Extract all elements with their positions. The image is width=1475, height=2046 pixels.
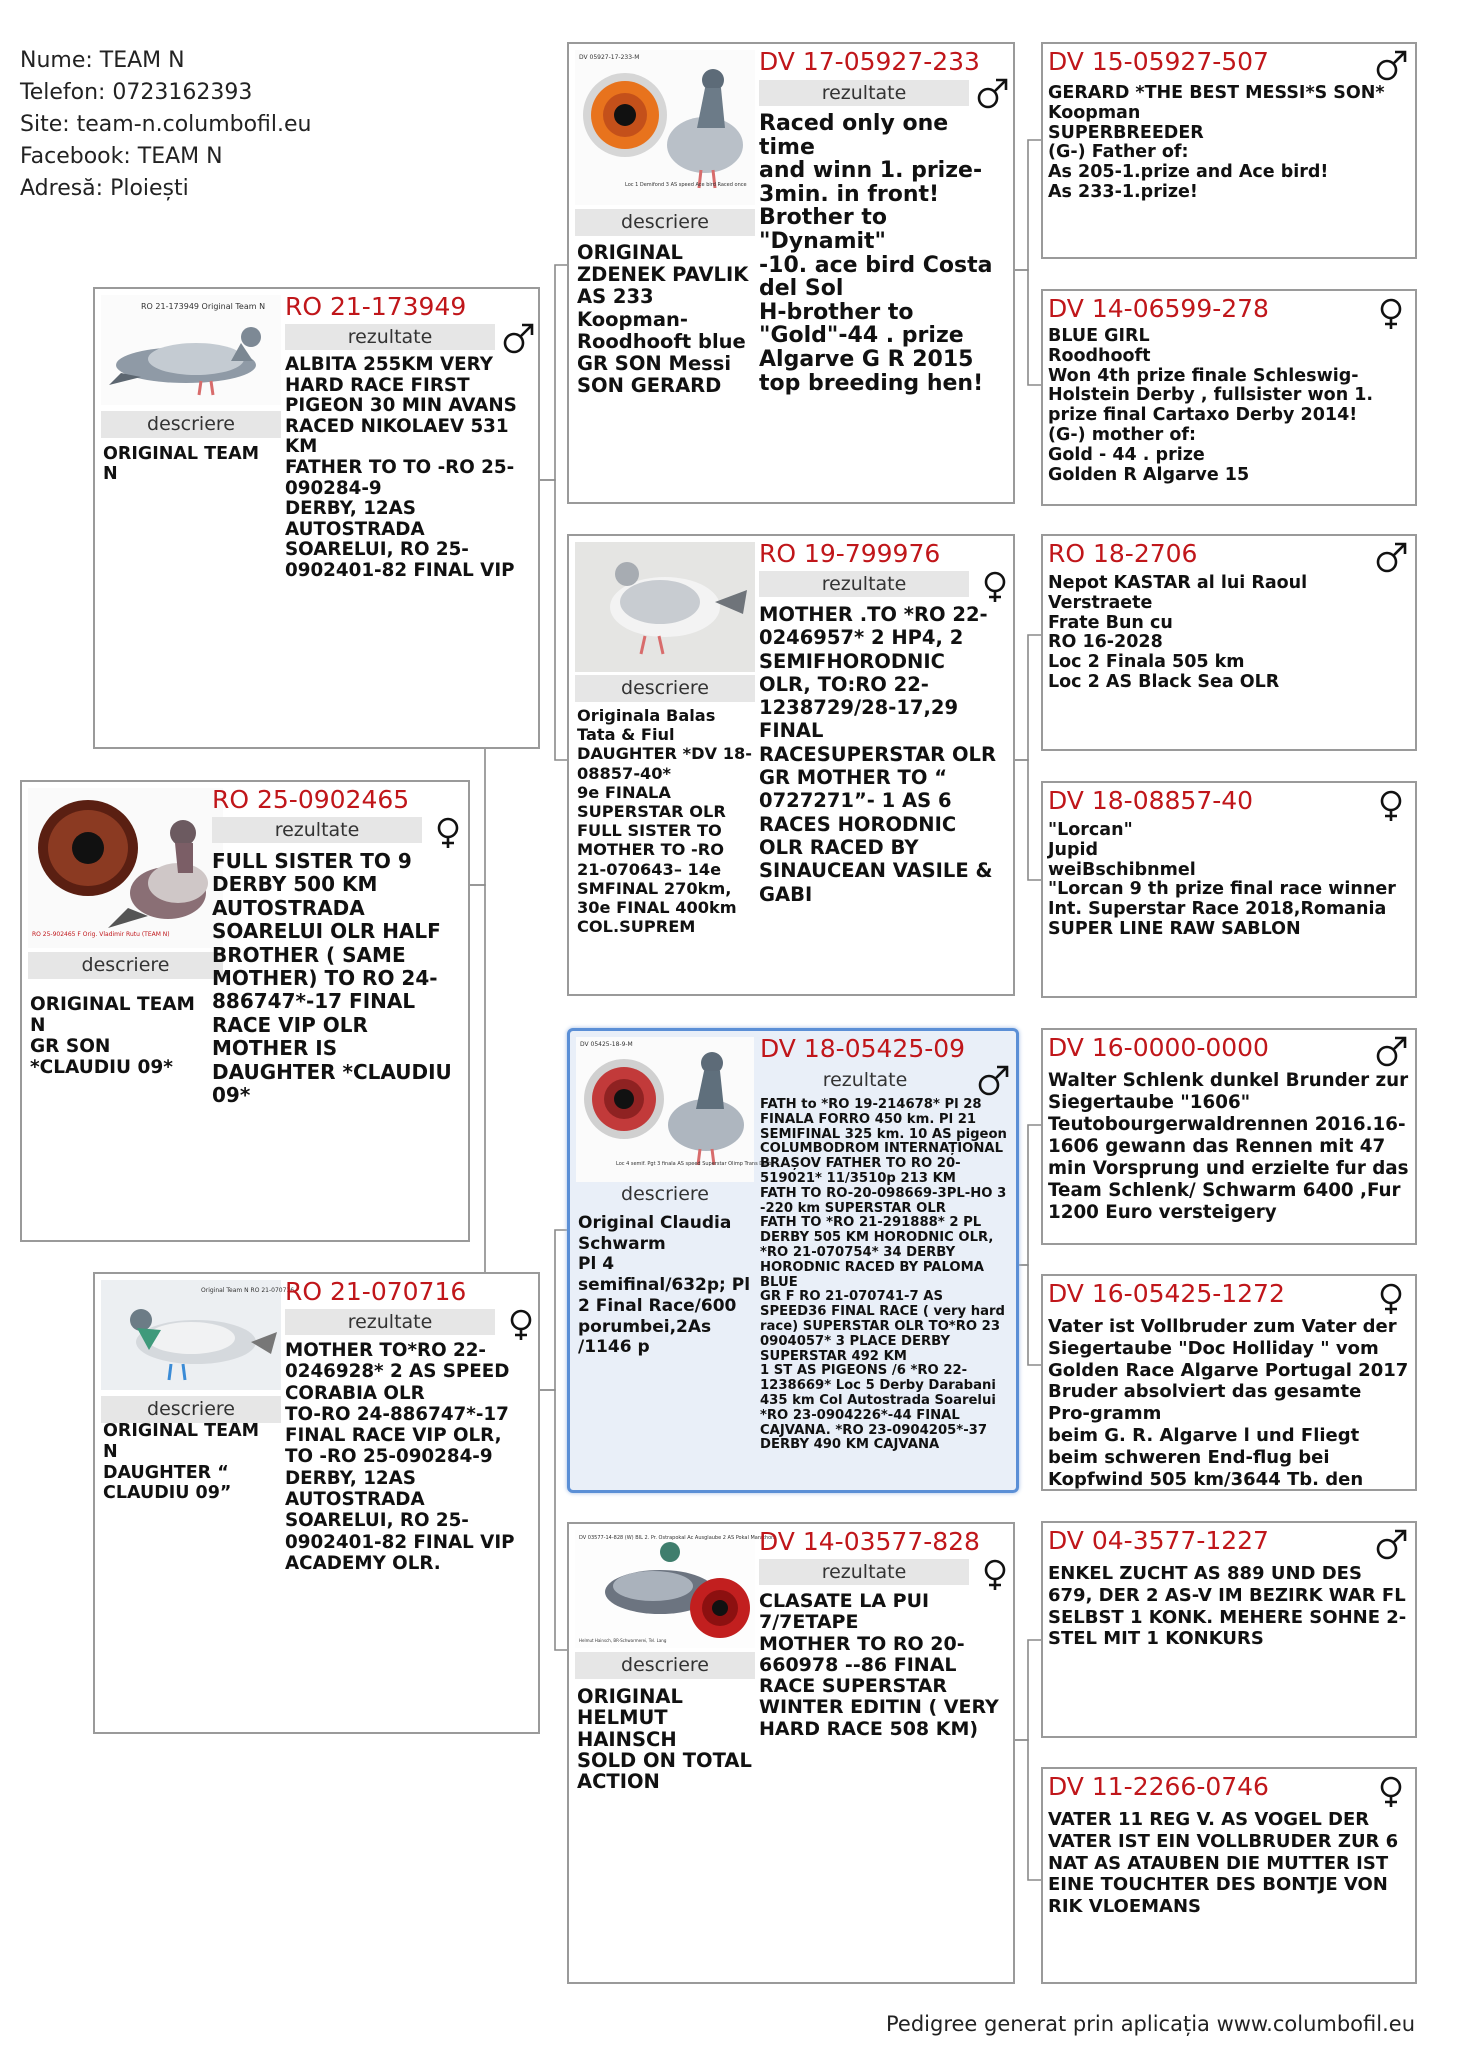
female-icon: [1373, 1280, 1409, 1316]
grandparent-card[interactable]: [567, 1522, 1015, 1984]
father-results-label[interactable]: rezultate: [285, 324, 495, 350]
grandparent-origin: ORIGINAL HELMUT HAINSCH SOLD ON TOTAL ACTION: [577, 1685, 752, 1794]
male-icon: [975, 1063, 1011, 1099]
female-icon: [977, 1556, 1013, 1592]
great-grandparent-card[interactable]: [1041, 1767, 1417, 1984]
grandparent-description-text: Raced only one time and winn 1. prize-3min. in front! Brother to "Dynamit" -10. ace bird Costa del Sol H-brother to "Gold"-44 . prize Algarve G R 2015 top breeding hen!: [759, 111, 993, 396]
grandparent-card-selected[interactable]: [567, 1028, 1019, 1493]
pigeon-image: [101, 295, 281, 405]
father-description-label[interactable]: descriere: [101, 411, 281, 438]
mother-description-text: MOTHER TO*RO 22-0246928* 2 AS SPEED CORABIA OLR TO-RO 24-886747*-17 FINAL RACE VIP OLR, TO -RO 25-090284-9 DERBY, 12AS AUTOSTRADA SOARELUI, RO 25-0902401-82 FINAL VIP ACADEMY OLR.: [285, 1340, 515, 1574]
grandparent-photo-caption-2: Helmut Hainsch, BR-Schwarmerei, Tel. Lang: [579, 1638, 667, 1643]
grandparent-photo: [575, 50, 755, 205]
subject-description-label[interactable]: descriere: [28, 952, 223, 979]
grandparent-ring-number[interactable]: DV 17-05927-233: [759, 47, 980, 76]
grandparent-results-label[interactable]: rezultate: [759, 571, 969, 597]
grandparent-photo: [575, 542, 755, 672]
grandparent-description-label[interactable]: descriere: [575, 675, 755, 702]
grandparent-results-label[interactable]: rezultate: [822, 1069, 908, 1091]
grandparent-card[interactable]: [567, 42, 1015, 504]
grandparent-ring-number[interactable]: DV 14-03577-828: [759, 1527, 980, 1556]
owner-address: Adresă: Ploiești: [20, 176, 189, 201]
great-grandparent-description-text: BLUE GIRL Roodhooft Won 4th prize finale Schleswig-Holstein Derby , fullsister won 1. prize final Cartaxo Derby 2014! (G-) mother of: Gold - 44 . prize Golden R Algarve 15: [1048, 326, 1374, 485]
great-grandparent-ring-number[interactable]: DV 04-3577-1227: [1048, 1526, 1269, 1555]
great-grandparent-card[interactable]: [1041, 42, 1417, 259]
grandparent-description-label[interactable]: descriere: [575, 209, 755, 236]
subject-origin: ORIGINAL TEAM N GR SON *CLAUDIU 09*: [30, 994, 195, 1078]
great-grandparent-ring-number[interactable]: DV 16-05425-1272: [1048, 1279, 1285, 1308]
grandparent-origin: Original Claudia Schwarm Pl 4 semifinal/632p; Pl 2 Final Race/600 porumbei,2As /1146 p: [578, 1213, 751, 1358]
great-grandparent-ring-number[interactable]: DV 11-2266-0746: [1048, 1772, 1269, 1801]
subject-photo-caption: RO 25-902465 F Orig. Vladimir Rutu (TEAM N): [32, 931, 170, 938]
male-icon: [1373, 1527, 1409, 1563]
subject-card[interactable]: [20, 780, 470, 1242]
eye-and-pigeon-image: [575, 50, 755, 205]
great-grandparent-ring-number[interactable]: DV 18-08857-40: [1048, 786, 1254, 815]
owner-facebook: Facebook: TEAM N: [20, 144, 223, 169]
grandparent-description-label[interactable]: descriere: [575, 1652, 755, 1679]
great-grandparent-description-text: Walter Schlenk dunkel Brunder zur Siegertaube "1606" Teutobourgerwaldrennen 2016.16-1606 gewann das Rennen mit 47 min Vorsprung und erzielte fur das Team Schlenk/ Schwarm 6400 ,Fur 1200 Euro versteigery: [1048, 1070, 1415, 1223]
grandparent-photo-caption: DV 05927-17-233-M: [579, 54, 640, 61]
great-grandparent-card[interactable]: [1041, 1521, 1417, 1738]
mother-description-label[interactable]: descriere: [101, 1396, 281, 1423]
grandparent-description-text: MOTHER .TO *RO 22-0246957* 2 HP4, 2 SEMIFHORODNIC OLR, TO:RO 22-1238729/28-17,29 FINAL RACESUPERSTAR OLR GR MOTHER TO “ 0727271”- 1 AS 6 RACES HORODNIC OLR RACED BY SINAUCEAN VASILE & GABI: [759, 603, 996, 906]
father-ring-number[interactable]: RO 21-173949: [285, 292, 467, 321]
mother-origin: ORIGINAL TEAM N DAUGHTER “ CLAUDIU 09”: [103, 1421, 260, 1504]
owner-name: Nume: TEAM N: [20, 48, 185, 73]
subject-description-text: FULL SISTER TO 9 DERBY 500 KM AUTOSTRADA SOARELUI OLR HALF BROTHER ( SAME MOTHER) TO RO 24-886747*-17 FINAL RACE VIP OLR MOTHER IS DAUGHTER *CLAUDIU 09*: [212, 849, 459, 1108]
mother-card[interactable]: [93, 1272, 540, 1734]
grandparent-results-label[interactable]: rezultate: [759, 80, 969, 106]
mother-photo-caption: Original Team N RO 21-070716: [201, 1287, 295, 1294]
grandparent-description-text: FATH to *RO 19-214678* Pl 28 FINALA FORRO 450 km. Pl 21 SEMIFINAL 325 km. 10 AS pigeon COLUMBODROM INTERNAȚIONAL BRAȘOV FATHER TO RO 20-519021* 11/3510p 213 KM FATH TO RO-20-098669-3PL-HO 3 -220 km SUPERSTAR OLR FATH TO *RO 21-291888* 2 PL DERBY 505 KM HORODNIC OLR, *RO 21-070754* 34 DERBY HORODNIC RACED BY PALOMA BLUE GR F RO 21-070741-7 AS SPEED36 FINAL RACE ( very hard race) SUPERSTAR OLR TO*RO 23 0904057* 3 PLACE DERBY SUPERSTAR 492 KM 1 ST AS PIGEONS /6 *RO 22-1238669* Loc 5 Derby Darabani 435 km Col Autostrada Soarelui *RO 23-0904226*-44 FINAL CAJVANA. *RO 23-0904205*-37 DERBY 490 KM CAJVANA: [760, 1097, 1007, 1453]
female-icon: [503, 1306, 539, 1342]
grandparent-origin: ORIGINAL ZDENEK PAVLIK AS 233 Koopman-Roodhooft blue GR SON Messi SON GERARD: [577, 241, 749, 398]
great-grandparent-card[interactable]: [1041, 781, 1417, 998]
owner-phone: Telefon: 0723162393: [20, 80, 253, 105]
grandparent-results-label[interactable]: rezultate: [759, 1559, 969, 1585]
grandparent-card[interactable]: [567, 534, 1015, 996]
eye-and-pigeon-image: [28, 788, 223, 948]
great-grandparent-description-text: GERARD *THE BEST MESSI*S SON* Koopman SUPERBREEDER (G-) Father of: As 205-1.prize and Ace bird! As 233-1.prize!: [1048, 83, 1385, 202]
great-grandparent-description-text: Vater ist Vollbruder zum Vater der Siegertaube "Doc Holliday " vom Golden Race Algarve Portugal 2017 Bruder absolviert das gesamte Pro-gramm beim G. R. Algarve l und Fliegt beim schweren End-flug bei Kopfwind 505 km/3644 Tb. den: [1048, 1316, 1409, 1490]
great-grandparent-description-text: VATER 11 REG V. AS VOGEL DER VATER IST EIN VOLLBRUDER ZUR 6 NAT AS ATAUBEN DIE MUTTER IST EINE TOUCHTER DES BONTJE VON RIK VLOEMANS: [1048, 1809, 1405, 1918]
great-grandparent-card[interactable]: [1041, 289, 1417, 506]
great-grandparent-ring-number[interactable]: DV 16-0000-0000: [1048, 1033, 1269, 1062]
great-grandparent-description-text: ENKEL ZUCHT AS 889 UND DES 679, DER 2 AS-V IM BEZIRK WAR FL SELBST 1 KONK. MEHERE SOHNE 2-STEL MIT 1 KONKURS: [1048, 1563, 1412, 1650]
father-photo: [101, 295, 281, 405]
great-grandparent-description-text: "Lorcan" Jupid weiBschibnmel "Lorcan 9 th prize final race winner Int. Superstar Race 2018,Romania SUPER LINE RAW SABLON: [1048, 820, 1396, 939]
pigeon-image: [575, 542, 755, 672]
great-grandparent-ring-number[interactable]: RO 18-2706: [1048, 539, 1198, 568]
female-icon: [430, 814, 466, 850]
subject-photo: [28, 788, 223, 948]
great-grandparent-card[interactable]: [1041, 534, 1417, 751]
eye-and-pigeon-image: [576, 1037, 775, 1182]
male-icon: [500, 321, 536, 357]
female-icon: [977, 568, 1013, 604]
grandparent-description-text: CLASATE LA PUI 7/7ETAPE MOTHER TO RO 20-660978 --86 FINAL RACE SUPERSTAR WINTER EDITIN ( VERY HARD RACE 508 KM): [759, 1590, 999, 1740]
mother-photo: [101, 1280, 295, 1390]
great-grandparent-card[interactable]: [1041, 1028, 1417, 1245]
great-grandparent-ring-number[interactable]: DV 15-05927-507: [1048, 47, 1269, 76]
pigeon-image: [101, 1280, 295, 1390]
great-grandparent-card[interactable]: [1041, 1274, 1417, 1491]
grandparent-photo-caption-2: Loc 1 Demifond 3 AS speed Ace bird Raced once: [625, 182, 747, 188]
grandparent-photo-caption-2: Loc 4 semif. Pgt 3 finala AS speed Superstar Olimp Trans Derby: [616, 1161, 775, 1167]
great-grandparent-ring-number[interactable]: DV 14-06599-278: [1048, 294, 1269, 323]
grandparent-ring-number[interactable]: RO 19-799976: [759, 539, 941, 568]
female-icon: [1373, 1773, 1409, 1809]
male-icon: [1373, 1034, 1409, 1070]
father-origin: ORIGINAL TEAM N: [103, 444, 266, 484]
grandparent-photo: [576, 1037, 775, 1182]
mother-ring-number[interactable]: RO 21-070716: [285, 1277, 467, 1306]
male-icon: [1373, 540, 1409, 576]
grandparent-origin: Originala Balas Tata & Fiul DAUGHTER *DV 18-08857-40* 9e FINALA SUPERSTAR OLR FULL SISTER TO MOTHER TO -RO 21-070643– 14e SMFINAL 270km, 30e FINAL 400km COL.SUPREM: [577, 706, 752, 937]
female-icon: [1373, 787, 1409, 823]
grandparent-photo: [575, 1530, 775, 1648]
male-icon: [974, 76, 1010, 112]
subject-ring-number[interactable]: RO 25-0902465: [212, 785, 410, 814]
footer-note: Pedigree generat prin aplicația www.columbofil.eu: [886, 2012, 1415, 2036]
great-grandparent-description-text: Nepot KASTAR al lui Raoul Verstraete Frate Bun cu RO 16-2028 Loc 2 Finala 505 km Loc 2 AS Black Sea OLR: [1048, 573, 1308, 692]
grandparent-ring-number[interactable]: DV 18-05425-09: [760, 1034, 966, 1063]
father-photo-caption: RO 21-173949 Original Team N: [141, 302, 266, 311]
father-description-text: ALBITA 255KM VERY HARD RACE FIRST PIGEON 30 MIN AVANS RACED NIKOLAEV 531 KM FATHER TO TO -RO 25-090284-9 DERBY, 12AS AUTOSTRADA SOARELUI, RO 25-0902401-82 FINAL VIP: [285, 354, 517, 581]
female-icon: [1373, 295, 1409, 331]
grandparent-photo-caption: DV 03577-14-828 (W) BIL 2. Pr. Ostrapokal Ac Ausglaube 2 AS Pokal Marathon: [579, 1535, 775, 1541]
mother-results-label[interactable]: rezultate: [285, 1309, 495, 1335]
eye-and-pigeon-image: [575, 1530, 775, 1648]
male-icon: [1373, 48, 1409, 84]
grandparent-description-label[interactable]: descriere: [621, 1183, 709, 1205]
owner-site: Site: team-n.columbofil.eu: [20, 112, 312, 137]
father-card[interactable]: [93, 287, 540, 749]
grandparent-photo-caption: DV 05425-18-9-M: [580, 1041, 633, 1048]
subject-results-label[interactable]: rezultate: [212, 817, 422, 843]
